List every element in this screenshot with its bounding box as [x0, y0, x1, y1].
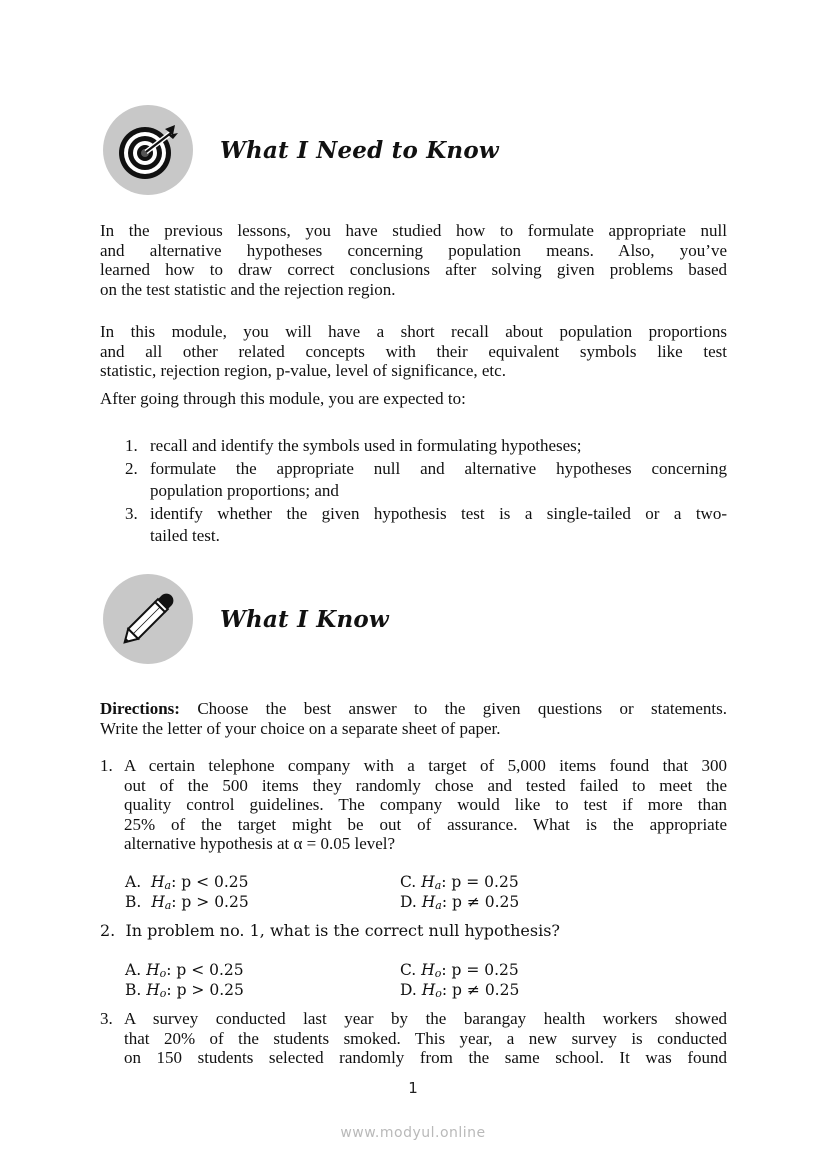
- pencil-icon: [103, 574, 193, 664]
- directions-text: Choose the best answer to the given questions or statements.: [179, 699, 727, 718]
- question-text: 25% of the target might be out of assurance. What is the appropriate: [124, 814, 727, 834]
- text-line: In the previous lessons, you have studied how to formulate appropriate null: [100, 221, 727, 240]
- objectives-intro: After going through this module, you are expected to:: [100, 389, 466, 408]
- list-item: [125, 435, 727, 458]
- list-number: 2.: [125, 458, 138, 478]
- choice-b: B. Ha: p > 0.25: [125, 893, 249, 912]
- text-line: statistic, rejection region, p-value, level of significance, etc.: [100, 361, 506, 381]
- question-text: that 20% of the students smoked. This year, a new survey is conducted: [124, 1028, 727, 1048]
- list-text: formulate the appropriate null and alternative hypotheses concerning: [150, 458, 727, 478]
- list-text: recall and identify the symbols used in formulating hypotheses;: [150, 436, 582, 455]
- directions: [100, 699, 727, 738]
- question-number: 1.: [100, 756, 113, 775]
- choice-a: A. Ho: p < 0.25: [125, 961, 244, 980]
- question-1: [100, 756, 727, 854]
- list-text: population proportions; and: [150, 481, 339, 500]
- directions-text: Write the letter of your choice on a separate sheet of paper.: [100, 718, 501, 738]
- choice-c: C. Ho: p = 0.25: [400, 961, 519, 980]
- question-text: on 150 students selected randomly from the same school. It was found: [124, 1048, 727, 1068]
- intro-paragraph-2: [100, 322, 727, 381]
- list-number: 3.: [125, 503, 138, 523]
- section-title: What I Need to Know: [220, 136, 499, 164]
- section-title: What I Know: [220, 605, 389, 633]
- question-text: alternative hypothesis at α = 0.05 level?: [124, 834, 396, 854]
- question-text: A certain telephone company with a target of 5,000 items found that 300: [124, 756, 727, 775]
- question-text: In problem no. 1, what is the correct null hypothesis?: [125, 921, 560, 940]
- question-3: [100, 1009, 727, 1068]
- page-number: 1: [408, 1079, 418, 1097]
- question-1-choices: [125, 872, 545, 912]
- list-number: 1.: [125, 436, 138, 455]
- question-2: [100, 921, 727, 943]
- text-line: and all other related concepts with their equivalent symbols like test: [100, 341, 727, 361]
- list-text: tailed test.: [150, 526, 220, 545]
- question-text: A survey conducted last year by the barangay health workers showed: [124, 1009, 727, 1028]
- text-line: on the test statistic and the rejection region.: [100, 279, 396, 299]
- choice-d: D. Ha: p ≠ 0.25: [400, 893, 520, 912]
- question-text: quality control guidelines. The company would like to test if more than: [124, 795, 727, 815]
- directions-label: Directions:: [100, 699, 180, 718]
- question-number: 3.: [100, 1009, 113, 1028]
- text-line: and alternative hypotheses concerning population means. Also, you’ve: [100, 240, 727, 260]
- question-2-choices: [125, 960, 545, 1000]
- choice-c: C. Ha: p = 0.25: [400, 873, 519, 892]
- intro-paragraph-1: [100, 221, 727, 299]
- section-header-what-i-need-to-know: [103, 105, 499, 195]
- text-line: learned how to draw correct conclusions after solving given problems based: [100, 260, 727, 280]
- target-icon: [103, 105, 193, 195]
- question-number: 2.: [100, 921, 116, 940]
- list-item: [125, 458, 727, 503]
- question-text: out of the 500 items they randomly chose and tested failed to meet the: [124, 775, 727, 795]
- choice-d: D. Ho: p ≠ 0.25: [400, 981, 520, 1000]
- list-item: [125, 503, 727, 548]
- text-line: In this module, you will have a short recall about population proportions: [100, 322, 727, 341]
- choice-b: B. Ho: p > 0.25: [125, 981, 244, 1000]
- section-header-what-i-know: [103, 574, 389, 664]
- choice-a: A. Ha: p < 0.25: [125, 873, 249, 892]
- list-text: identify whether the given hypothesis test is a single-tailed or a two-: [150, 503, 727, 523]
- watermark: www.modyul.online: [340, 1125, 486, 1141]
- objectives-list: [125, 435, 727, 548]
